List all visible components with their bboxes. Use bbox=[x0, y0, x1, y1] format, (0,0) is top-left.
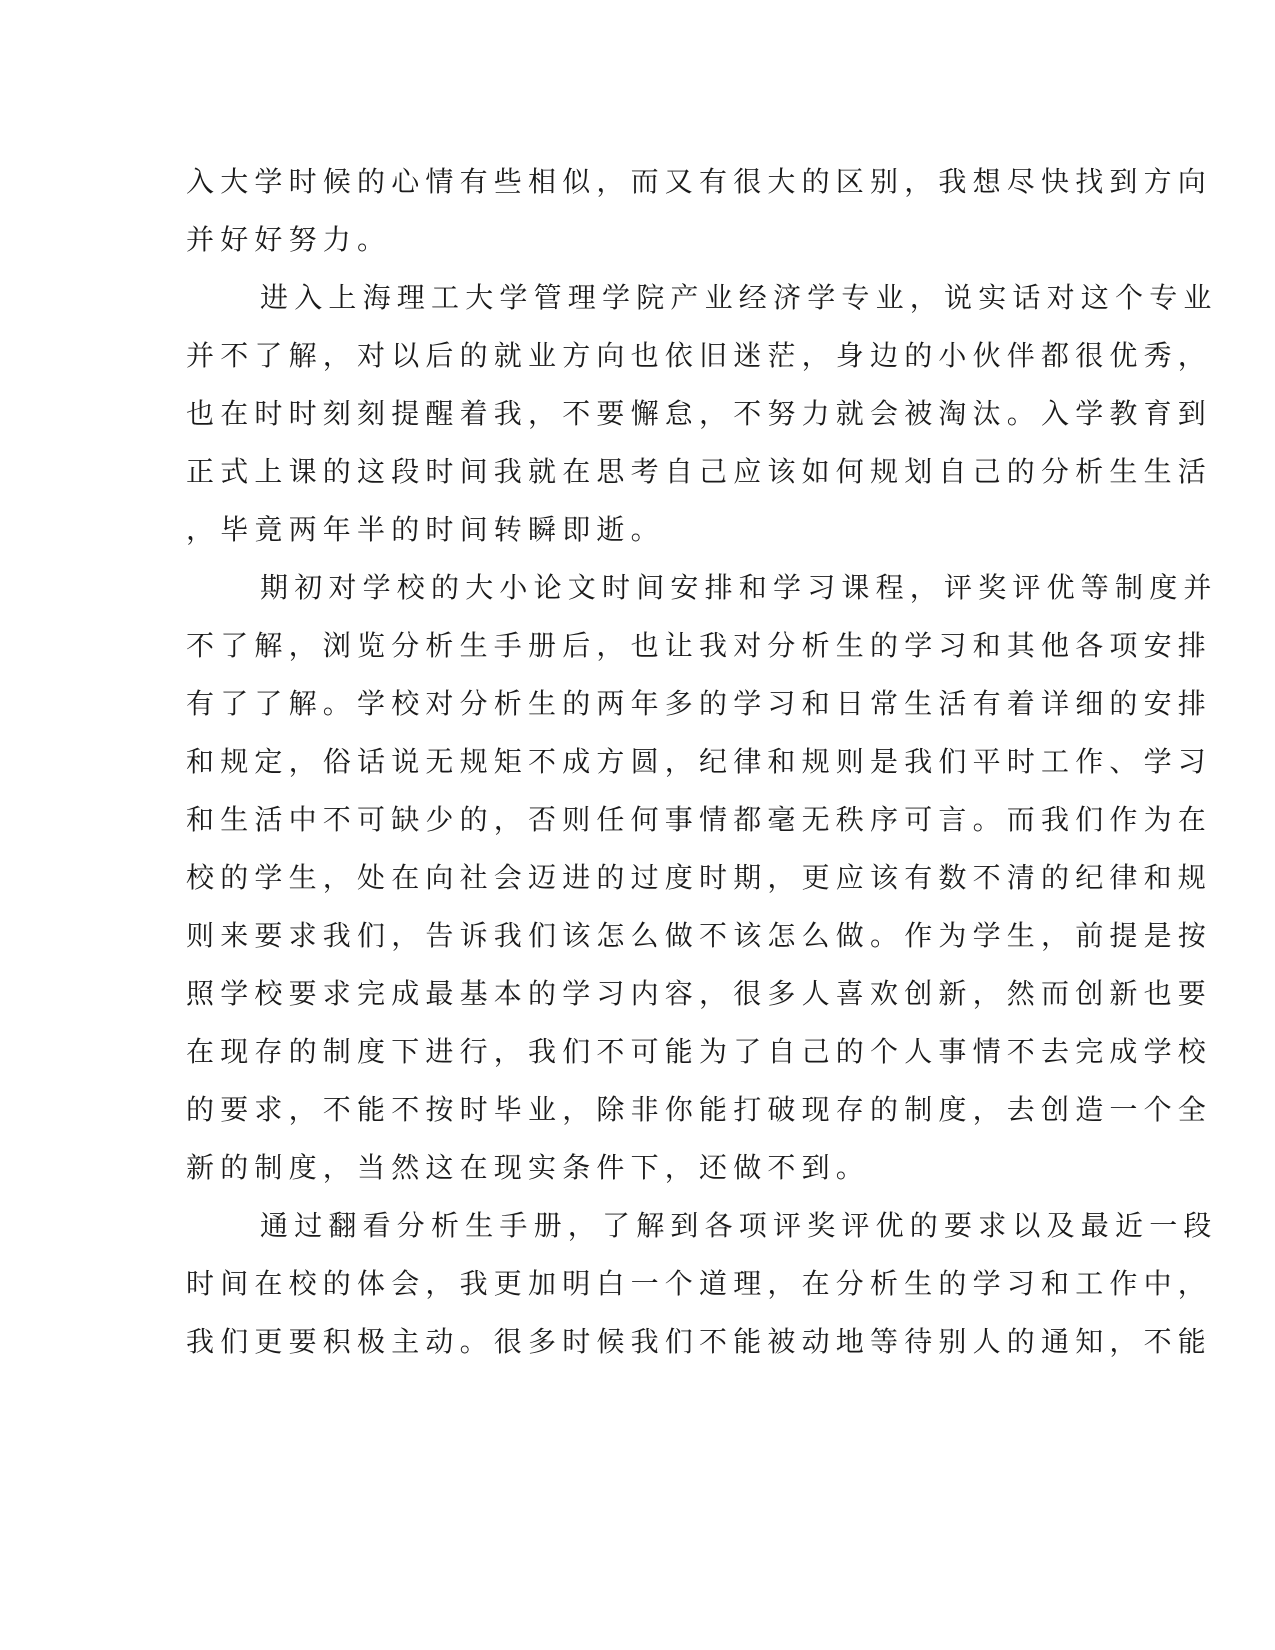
text-line: 在现存的制度下进行，我们不可能为了自己的个人事情不去完成学校 bbox=[186, 1035, 1213, 1068]
text-line: 入大学时候的心情有些相似，而又有很大的区别，我想尽快找到方向 bbox=[186, 165, 1213, 198]
text-line: 新的制度，当然这在现实条件下，还做不到。 bbox=[186, 1151, 871, 1184]
text-line: 也在时时刻刻提醒着我，不要懈怠，不努力就会被淘汰。入学教育到 bbox=[186, 397, 1213, 430]
text-line: 并好好努力。 bbox=[186, 223, 392, 256]
text-line: 有了了解。学校对分析生的两年多的学习和日常生活有着详细的安排 bbox=[186, 687, 1213, 720]
text-line: 并不了解，对以后的就业方向也依旧迷茫，身边的小伙伴都很优秀， bbox=[186, 339, 1213, 372]
text-line: 不了解，浏览分析生手册后，也让我对分析生的学习和其他各项安排 bbox=[186, 629, 1213, 662]
text-line: 则来要求我们，告诉我们该怎么做不该怎么做。作为学生，前提是按 bbox=[186, 919, 1213, 952]
paragraph-first-line: 期初对学校的大小论文时间安排和学习课程，评奖评优等制度并 bbox=[260, 571, 1218, 604]
text-line: 我们更要积极主动。很多时候我们不能被动地等待别人的通知，不能 bbox=[186, 1325, 1213, 1358]
text-line: 校的学生，处在向社会迈进的过度时期，更应该有数不清的纪律和规 bbox=[186, 861, 1213, 894]
text-line: 时间在校的体会，我更加明白一个道理，在分析生的学习和工作中， bbox=[186, 1267, 1213, 1300]
text-line: 照学校要求完成最基本的学习内容，很多人喜欢创新，然而创新也要 bbox=[186, 977, 1213, 1010]
text-line: 和生活中不可缺少的，否则任何事情都毫无秩序可言。而我们作为在 bbox=[186, 803, 1213, 836]
text-line: 和规定，俗话说无规矩不成方圆，纪律和规则是我们平时工作、学习 bbox=[186, 745, 1213, 778]
text-line: ，毕竟两年半的时间转瞬即逝。 bbox=[186, 513, 665, 546]
paragraph-first-line: 通过翻看分析生手册，了解到各项评奖评优的要求以及最近一段 bbox=[260, 1209, 1218, 1242]
text-line: 的要求，不能不按时毕业，除非你能打破现存的制度，去创造一个全 bbox=[186, 1093, 1213, 1126]
paragraph-first-line: 进入上海理工大学管理学院产业经济学专业，说实话对这个专业 bbox=[260, 281, 1218, 314]
text-line: 正式上课的这段时间我就在思考自己应该如何规划自己的分析生生活 bbox=[186, 455, 1213, 488]
